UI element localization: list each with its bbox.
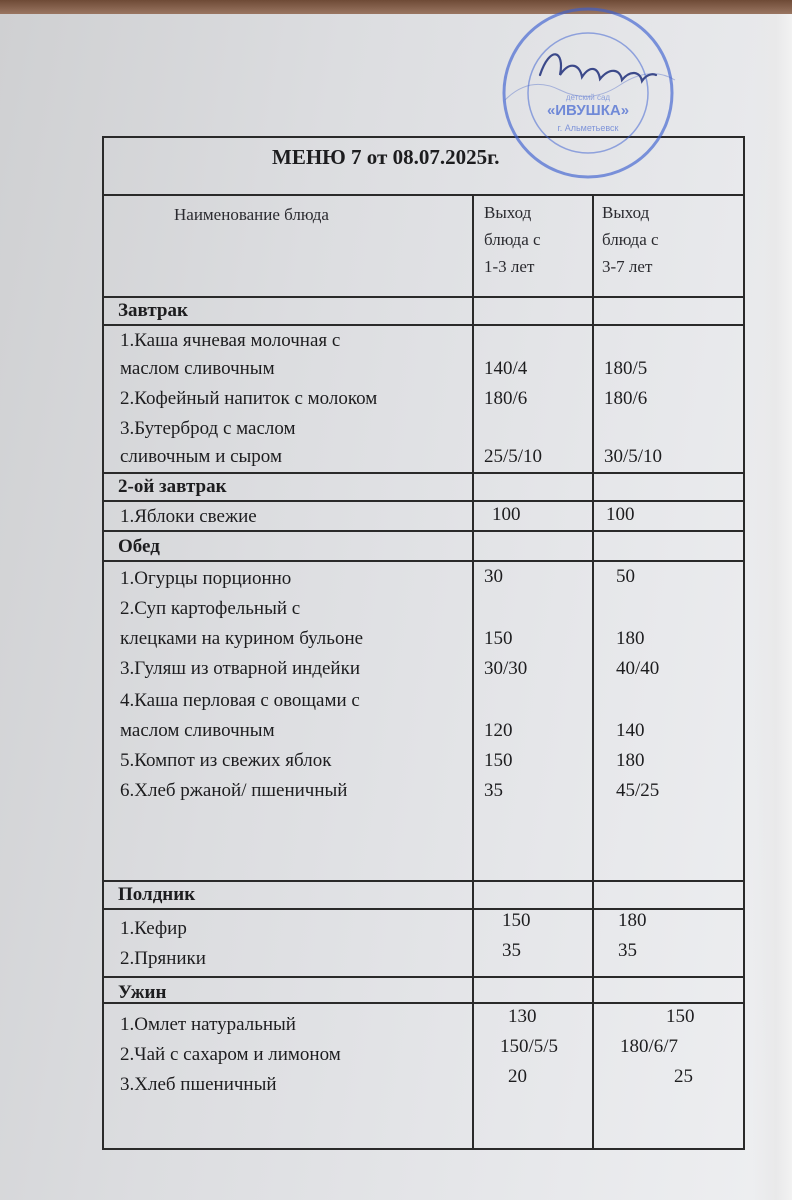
- portion-age1: 100: [492, 504, 521, 525]
- header-age2-line2: блюда с: [602, 230, 659, 249]
- dish-line: 6.Хлеб ржаной/ пшеничный: [120, 780, 348, 801]
- portion-age2: 25: [674, 1066, 693, 1087]
- dish-line: 3.Бутерброд с маслом: [120, 418, 296, 439]
- section-snack: Полдник: [118, 884, 196, 905]
- stamp-subtitle: детский сад: [565, 93, 611, 102]
- rule-col2: [592, 194, 594, 1150]
- dish-line: 1.Омлет натуральный: [120, 1014, 296, 1035]
- portion-age2: 150: [666, 1006, 695, 1027]
- dish-line: сливочным и сыром: [120, 446, 282, 467]
- portion-age2: 180/5: [604, 358, 648, 379]
- dish-line: 3.Гуляш из отварной индейки: [120, 658, 360, 679]
- portion-age2: 50: [616, 566, 635, 587]
- rule-bottom: [102, 1148, 745, 1150]
- portion-age2: 40/40: [616, 658, 660, 679]
- rule-col1: [472, 194, 474, 1150]
- portion-age1: 20: [508, 1066, 527, 1087]
- dish-line: маслом сливочным: [120, 720, 275, 741]
- header-age2-line1: Выход: [602, 203, 650, 222]
- header-age1-line2: блюда с: [484, 230, 541, 249]
- portion-age1: 30/30: [484, 658, 528, 679]
- rule-snack: [102, 908, 745, 910]
- dish-line: 2.Суп картофельный с: [120, 598, 301, 619]
- header-dish: Наименование блюда: [174, 205, 329, 224]
- rule-dinner: [102, 1002, 745, 1004]
- paper-edge: [752, 0, 792, 1200]
- rule-lunch-items: [102, 880, 745, 882]
- dish-line: 5.Компот из свежих яблок: [120, 750, 332, 771]
- header-age2-line3: 3-7 лет: [602, 257, 653, 276]
- portion-age2: 140: [616, 720, 645, 741]
- rule-second-breakfast-items: [102, 530, 745, 532]
- portion-age1: 150: [484, 628, 513, 649]
- portion-age1: 25/5/10: [484, 446, 543, 467]
- portion-age2: 30/5/10: [604, 446, 663, 467]
- stamp-name: «ИВУШКА»: [546, 102, 630, 119]
- rule-breakfast-items: [102, 472, 745, 474]
- portion-age1: 30: [484, 566, 503, 587]
- stamp-city: г. Альметьевск: [557, 123, 619, 133]
- section-second-breakfast: 2-ой завтрак: [118, 476, 227, 497]
- rule-snack-items: [102, 976, 745, 978]
- dish-line: 1.Яблоки свежие: [120, 506, 257, 527]
- rule-right: [743, 136, 745, 1150]
- portion-age2: 45/25: [616, 780, 660, 801]
- rule-header: [102, 296, 745, 298]
- dish-line: 3.Хлеб пшеничный: [120, 1074, 277, 1095]
- portion-age1: 150: [484, 750, 513, 771]
- rule-title: [102, 194, 745, 196]
- portion-age1: 35: [502, 940, 521, 961]
- portion-age2: 180/6/7: [620, 1036, 679, 1057]
- dish-line: 4.Каша перловая с овощами с: [120, 690, 360, 711]
- portion-age1: 180/6: [484, 388, 528, 409]
- portion-age1: 140/4: [484, 358, 528, 379]
- portion-age1: 130: [508, 1006, 537, 1027]
- section-breakfast: Завтрак: [118, 300, 188, 321]
- dish-line: 2.Чай с сахаром и лимоном: [120, 1044, 341, 1065]
- dish-line: 1.Огурцы порционно: [120, 568, 292, 589]
- page-title: МЕНЮ 7 от 08.07.2025г.: [272, 145, 500, 169]
- portion-age1: 35: [484, 780, 503, 801]
- dish-line: 1.Каша ячневая молочная с: [120, 330, 341, 351]
- portion-age2: 100: [606, 504, 635, 525]
- section-lunch: Обед: [118, 536, 160, 557]
- portion-age2: 180: [618, 910, 647, 931]
- portion-age1: 120: [484, 720, 513, 741]
- rule-left: [102, 136, 104, 1150]
- dish-line: 1.Кефир: [120, 918, 187, 939]
- rule-lunch: [102, 560, 745, 562]
- official-stamp: [470, 5, 695, 180]
- portion-age1: 150/5/5: [500, 1036, 559, 1057]
- rule-second-breakfast: [102, 500, 745, 502]
- portion-age2: 35: [618, 940, 637, 961]
- rule-breakfast: [102, 324, 745, 326]
- signature-icon: [540, 54, 656, 81]
- section-dinner: Ужин: [118, 982, 167, 1003]
- portion-age2: 180: [616, 750, 645, 771]
- header-age1-line1: Выход: [484, 203, 532, 222]
- portion-age2: 180/6: [604, 388, 648, 409]
- portion-age1: 150: [502, 910, 531, 931]
- header-age1-line3: 1-3 лет: [484, 257, 535, 276]
- portion-age2: 180: [616, 628, 645, 649]
- dish-line: клецками на курином бульоне: [120, 628, 364, 649]
- dish-line: 2.Кофейный напиток с молоком: [120, 388, 378, 409]
- dish-line: 2.Пряники: [120, 948, 206, 969]
- dish-line: маслом сливочным: [120, 358, 275, 379]
- menu-table: [102, 136, 745, 1150]
